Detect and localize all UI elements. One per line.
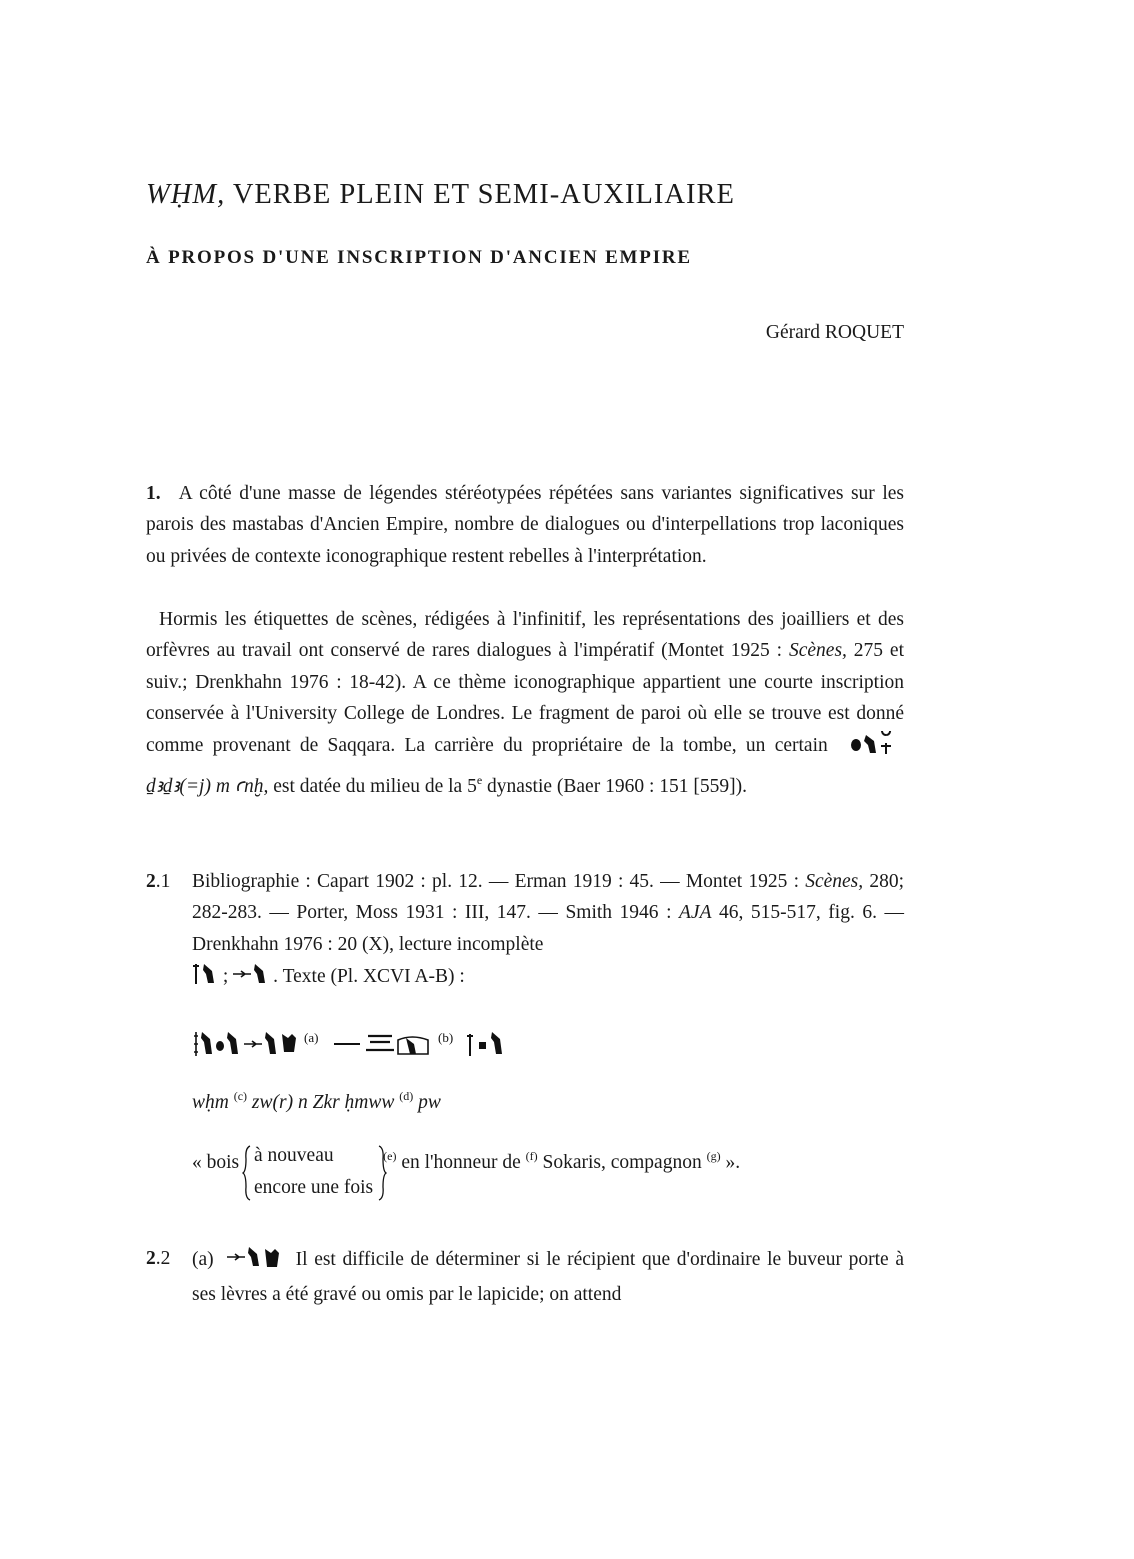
section-number: 2.2 xyxy=(146,1248,171,1269)
article-title xyxy=(146,175,735,215)
section-2-2 xyxy=(146,1243,904,1311)
paragraph-2-text-d: dynastie (Baer 1960 : 151 [559]). xyxy=(482,776,747,798)
article-subtitle: À PROPOS D'UNE INSCRIPTION D'ANCIEN EMPIRE xyxy=(146,247,692,268)
alternative-2: encore une fois xyxy=(254,1177,374,1198)
name-transliteration: ḏꜣḏꜣ(=j) m ꜥnḫ, xyxy=(146,776,269,798)
paragraph-2-text-b: 275 et suiv.; Drenkhahn 1976 : 18-42). A ce thème iconographique appartient une courte inscription conservée à l'University College de Londres. Le fragment de paroi où elle se trouve est donné comme provenant de Saqqara. La carrière du propriétaire de la tombe, un certain xyxy=(146,640,904,756)
paragraph-2-text-c: est datée du milieu de la 5 xyxy=(268,776,477,798)
left-brace-icon xyxy=(242,1144,252,1202)
translation-line: « bois à nouveau encore une fois $^{(e)}$ en l'honneur de $^{(f)}$ Sokaris, compagnon $^{(g)}$ ». xyxy=(192,1140,740,1204)
translation-alternatives xyxy=(244,1140,383,1204)
note-a-label: (a) xyxy=(304,1030,319,1045)
transliteration-line: wḥm $^{(c)}$ zw(r) n Zkr ḥmww $^{(d)}$ pw xyxy=(192,1089,441,1113)
section-2-1 xyxy=(146,866,904,997)
scenes-italic: Scènes, xyxy=(788,640,847,662)
right-brace-icon xyxy=(377,1144,387,1202)
superscript-e: e xyxy=(476,773,483,788)
title-italic-part: WḤM, xyxy=(146,179,226,210)
section-number: 2.1 xyxy=(146,871,171,892)
paragraph-1-text: A côté d'une masse de légendes stéréotypées répétées sans variantes significatives sur les parois des mastabas d'Ancien Empire, nombre de dialogues ou d'interpellations trop laconiques ou privées de contexte iconographique restent rebelles à l'interprétation. xyxy=(146,483,904,567)
paragraph-number: 1. xyxy=(146,483,161,504)
note-b-label: (b) xyxy=(438,1030,454,1045)
title-main-part: VERBE PLEIN ET SEMI-AUXILIAIRE xyxy=(225,179,735,210)
author-name: Gérard ROQUET xyxy=(765,322,904,343)
hieroglyphic-inscription xyxy=(192,1026,612,1060)
section-2-2-body: (a) Il est difficile de déterminer si le récipient que d'ordinaire le buveur porte à ses lèvres a été gravé ou omis par le lapicide; on attend xyxy=(192,1243,904,1311)
hieroglyph-drinker-icon xyxy=(227,1243,289,1279)
hieroglyph-reading-icon xyxy=(192,960,218,996)
paragraph-2-text-a: Hormis les étiquettes de scènes, rédigées à l'infinitif, les représentations des joailliers et des orfèvres au travail ont conservé de rares dialogues à l'impératif (Montet 1925 : xyxy=(146,609,904,662)
section-2-1-body: Bibliographie : Capart 1902 : pl. 12. — Erman 1919 : 45. — Montet 1925 : Scènes, 280; 282-283. — Porter, Moss 1931 : III, 147. — Smith 1946 : AJA 46, 515-517, fig. 6. — Drenkhahn 1976 : 20 (X), lecture incomplète ; . Texte (Pl. XCVI A-B) : xyxy=(192,866,904,997)
hieroglyph-name-icon xyxy=(837,731,904,765)
hieroglyph-alt-reading-icon xyxy=(233,960,273,996)
alternative-1: à nouveau xyxy=(254,1145,334,1166)
paragraph-2 xyxy=(146,604,904,802)
paragraph-1 xyxy=(146,478,904,572)
